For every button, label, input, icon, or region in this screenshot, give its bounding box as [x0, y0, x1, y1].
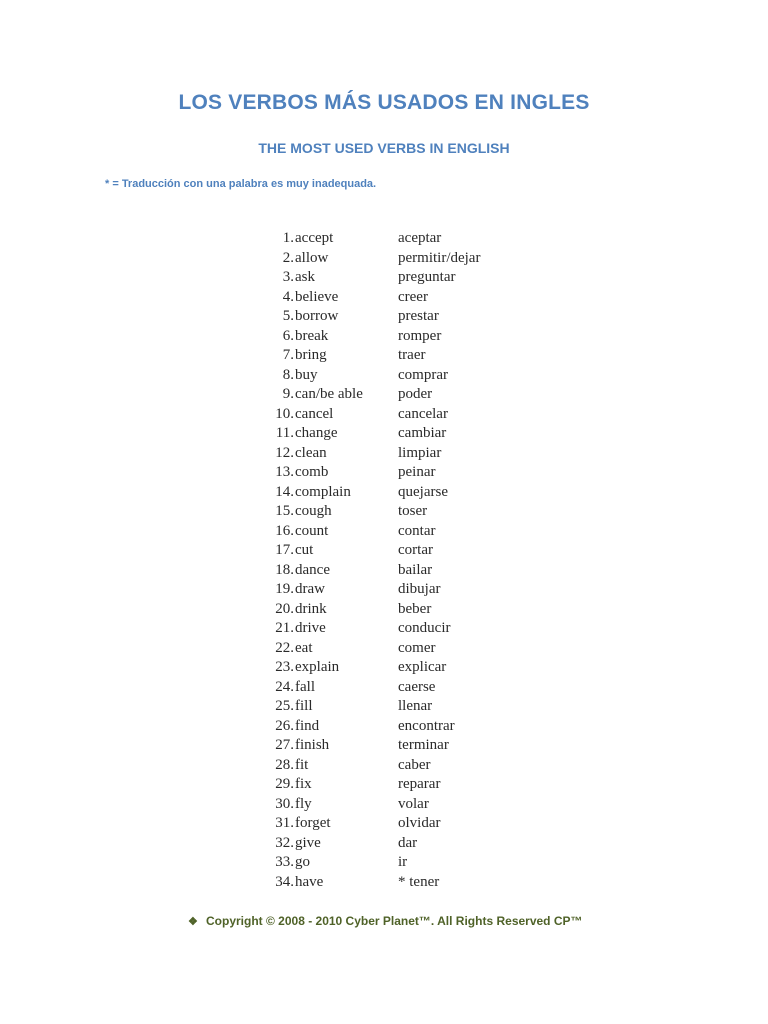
verb-spanish: cambiar — [398, 425, 447, 441]
verb-spanish: quejarse — [398, 483, 448, 500]
verb-english: eat — [295, 639, 313, 656]
list-item — [264, 483, 544, 503]
page-title: LOS VERBOS MÁS USADOS EN INGLES — [178, 91, 590, 114]
list-item — [264, 424, 544, 444]
verb-number: 11. — [275, 425, 294, 441]
verb-number: 26. — [275, 717, 294, 734]
verb-spanish: explicar — [398, 659, 447, 675]
verb-english: complain — [295, 483, 351, 500]
verb-spanish: toser — [398, 503, 428, 519]
verb-number: 4. — [282, 288, 294, 305]
list-item — [264, 736, 544, 756]
verb-spanish: comprar — [398, 366, 448, 383]
verb-number: 12. — [275, 444, 294, 461]
list-item — [264, 502, 544, 522]
verb-english: fix — [295, 776, 312, 792]
verb-english: have — [295, 873, 324, 890]
verb-spanish: preguntar — [398, 269, 456, 285]
verb-number: 30. — [275, 795, 294, 812]
verb-number: 22. — [275, 639, 294, 656]
verb-number: 21. — [275, 620, 294, 636]
list-item — [264, 268, 544, 288]
verb-english: change — [295, 425, 338, 441]
list-item — [264, 307, 544, 327]
verb-english: drive — [295, 620, 326, 636]
verb-number: 7. — [282, 347, 294, 363]
verb-english: clean — [295, 444, 327, 461]
verb-number: 29. — [275, 776, 294, 792]
verb-spanish: comer — [398, 639, 436, 656]
verb-english: break — [295, 327, 329, 344]
verb-english: comb — [295, 464, 329, 480]
verb-spanish: conducir — [398, 620, 451, 636]
list-item — [264, 327, 544, 347]
verb-english: go — [295, 854, 310, 870]
verb-spanish: beber — [398, 600, 432, 617]
verb-spanish: prestar — [398, 308, 439, 324]
verb-number: 19. — [275, 581, 294, 597]
verb-number: 33. — [275, 854, 294, 870]
verb-english: believe — [295, 288, 339, 305]
list-item — [264, 814, 544, 834]
verb-spanish: poder — [398, 386, 433, 402]
list-item — [264, 522, 544, 542]
verb-number: 24. — [275, 678, 294, 695]
list-item — [264, 580, 544, 600]
list-item — [264, 619, 544, 639]
list-item — [264, 658, 544, 678]
translation-note: * = Traducción con una palabra es muy inadequada. — [105, 178, 377, 190]
verb-number: 18. — [275, 561, 294, 578]
verb-number: 3. — [282, 269, 294, 285]
verb-english: find — [295, 717, 320, 734]
verb-english: bring — [295, 347, 327, 363]
verb-number: 14. — [275, 483, 294, 500]
verb-english: fly — [295, 795, 312, 812]
verb-english: fit — [295, 756, 309, 773]
verb-number: 16. — [275, 522, 294, 539]
verb-number: 13. — [275, 464, 294, 480]
verb-spanish: volar — [398, 795, 429, 812]
list-item — [264, 775, 544, 795]
verb-list — [264, 229, 544, 892]
verb-english: cut — [295, 542, 314, 558]
verb-spanish: encontrar — [398, 717, 455, 734]
verb-spanish: cancelar — [398, 405, 448, 422]
verb-english: dance — [295, 561, 330, 578]
verb-number: 10. — [275, 405, 294, 422]
list-item — [264, 288, 544, 308]
list-item — [264, 600, 544, 620]
verb-spanish: ir — [398, 854, 408, 870]
copyright-footer — [188, 914, 583, 928]
verb-number: 9. — [282, 386, 294, 402]
list-item — [264, 385, 544, 405]
list-item — [264, 541, 544, 561]
list-item — [264, 463, 544, 483]
list-item — [264, 229, 544, 249]
list-item — [264, 697, 544, 717]
verb-number: 23. — [275, 659, 294, 675]
verb-number: 28. — [275, 756, 294, 773]
list-item — [264, 834, 544, 854]
list-item — [264, 678, 544, 698]
verb-number: 32. — [275, 834, 294, 851]
verb-english: forget — [295, 815, 331, 831]
page-subtitle: THE MOST USED VERBS IN ENGLISH — [258, 140, 510, 156]
verb-spanish: bailar — [398, 561, 433, 578]
list-item — [264, 561, 544, 581]
verb-spanish: contar — [398, 522, 436, 539]
verb-number: 2. — [282, 249, 294, 266]
verb-number: 15. — [275, 503, 294, 519]
verb-spanish: cortar — [398, 542, 433, 558]
verb-spanish: aceptar — [398, 230, 442, 246]
verb-english: draw — [295, 581, 325, 597]
copyright-text: Copyright © 2008 - 2010 Cyber Planet™. All Rights Reserved CP™ — [206, 914, 583, 928]
verb-english: explain — [295, 659, 340, 675]
verb-number: 34. — [275, 873, 294, 890]
verb-english: cough — [295, 503, 332, 519]
verb-english: can/be able — [295, 386, 363, 402]
list-item — [264, 444, 544, 464]
list-item — [264, 756, 544, 776]
list-item — [264, 639, 544, 659]
verb-english: accept — [295, 230, 334, 246]
verb-number: 1. — [282, 230, 294, 246]
verb-number: 27. — [275, 737, 294, 753]
verb-number: 31. — [275, 815, 294, 831]
verb-spanish: permitir/dejar — [398, 249, 481, 266]
verb-spanish: caber — [398, 756, 431, 773]
list-item — [264, 405, 544, 425]
verb-english: borrow — [295, 308, 339, 324]
verb-spanish: terminar — [398, 737, 449, 753]
verb-english: ask — [295, 269, 315, 285]
verb-english: cancel — [295, 405, 334, 422]
list-item — [264, 249, 544, 269]
list-item — [264, 795, 544, 815]
verb-number: 17. — [275, 542, 294, 558]
verb-number: 20. — [275, 600, 294, 617]
list-item — [264, 853, 544, 873]
verb-spanish: reparar — [398, 776, 441, 792]
verb-english: allow — [295, 249, 329, 266]
verb-spanish: olvidar — [398, 815, 441, 831]
verb-english: fall — [295, 678, 315, 695]
list-item — [264, 873, 544, 893]
verb-spanish: dar — [398, 834, 418, 851]
verb-spanish: * tener — [398, 873, 440, 890]
verb-spanish: dibujar — [398, 581, 441, 597]
verb-number: 8. — [282, 366, 294, 383]
list-item — [264, 346, 544, 366]
verb-spanish: peinar — [398, 464, 436, 480]
list-item — [264, 366, 544, 386]
verb-english: finish — [295, 737, 330, 753]
diamond-bullet-icon: ❖ — [188, 916, 198, 928]
verb-number: 6. — [282, 327, 294, 344]
verb-number: 5. — [282, 308, 294, 324]
verb-english: give — [295, 834, 321, 851]
verb-spanish: llenar — [398, 698, 433, 714]
verb-spanish: limpiar — [398, 444, 442, 461]
verb-english: count — [295, 522, 329, 539]
verb-spanish: caerse — [398, 678, 436, 695]
verb-spanish: romper — [398, 327, 442, 344]
verb-number: 25. — [275, 698, 294, 714]
verb-english: fill — [295, 698, 313, 714]
verb-english: drink — [295, 600, 327, 617]
verb-spanish: traer — [398, 347, 426, 363]
verb-spanish: creer — [398, 288, 428, 305]
list-item — [264, 717, 544, 737]
verb-english: buy — [295, 366, 318, 383]
